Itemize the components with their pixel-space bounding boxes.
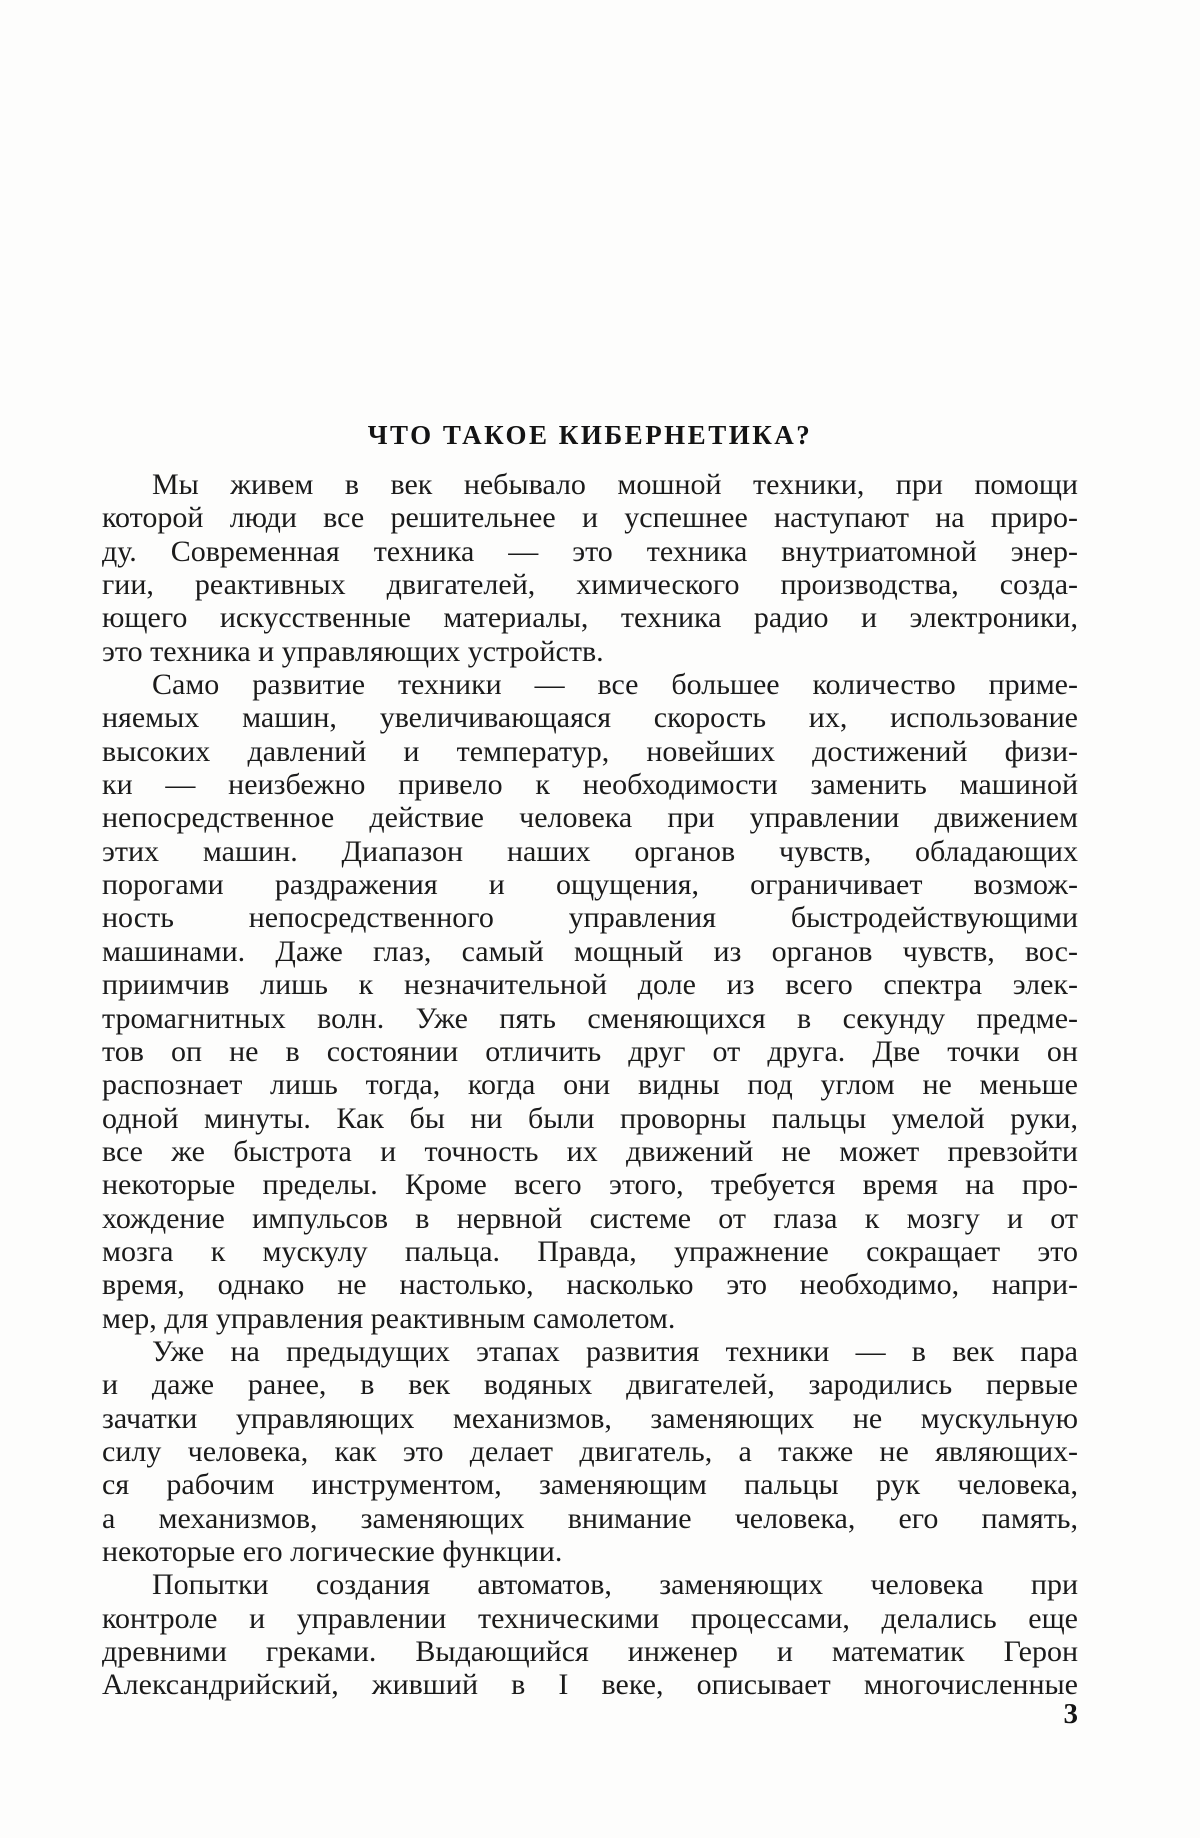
text-line: приимчив лишь к незначительной доле из всего спектра элек- [102, 968, 1078, 1002]
text-line: тов оп не в состоянии отличить друг от друга. Две точки он [102, 1034, 1078, 1068]
text-line: распознает лишь тогда, когда они видны под углом не меньше [102, 1068, 1078, 1102]
text-line: порогами раздражения и ощущения, ограничивает возмож- [102, 868, 1078, 902]
text-line: машинами. Даже глаз, самый мощный из органов чувств, вос- [102, 934, 1078, 968]
text-line: и даже ранее, в век водяных двигателей, зародились первые [102, 1368, 1078, 1402]
text-line: Александрийский, живший в I веке, описывает многочисленные [102, 1668, 1078, 1702]
text-line: это техника и управляющих устройств. [102, 634, 604, 668]
text-line: гии, реактивных двигателей, химического производства, созда- [102, 568, 1078, 602]
text-line: ность непосредственного управления быстродействующими [102, 901, 1078, 935]
text-line: некоторые пределы. Кроме всего этого, требуется время на про- [102, 1168, 1078, 1202]
text-line: которой люди все решительнее и успешнее наступают на приро- [102, 501, 1078, 535]
text-line: высоких давлений и температур, новейших достижений физи- [102, 734, 1078, 768]
text-line: зачатки управляющих механизмов, заменяющих не мускульную [102, 1401, 1078, 1435]
text-line: контроле и управлении техническими процессами, делались еще [102, 1601, 1078, 1635]
text-line: Мы живем в век небывало мошной техники, при помощи [152, 468, 1078, 501]
text-line: хождение импульсов в нервной системе от глаза к мозгу и от [102, 1201, 1078, 1235]
text-line: все же быстрота и точность их движений не может превзойти [102, 1134, 1078, 1168]
text-line: Попытки создания автоматов, заменяющих человека при [152, 1568, 1078, 1602]
text-line: Уже на предыдущих этапах развития техники — в век пара [152, 1334, 1078, 1368]
text-line: няемых машин, увеличивающаяся скорость их, использование [102, 701, 1078, 735]
page-number: 3 [1063, 1698, 1078, 1730]
text-line: некоторые его логические функции. [102, 1535, 563, 1568]
page-title: ЧТО ТАКОЕ КИБЕРНЕТИКА? [367, 420, 813, 450]
text-line: мер, для управления реактивным самолетом. [102, 1301, 676, 1335]
text-line: древними греками. Выдающийся инженер и математик Герон [102, 1635, 1078, 1669]
text-line: мозга к мускулу пальца. Правда, упражнение сокращает это [102, 1234, 1078, 1268]
text-line: ющего искусственные материалы, техника радио и электроники, [102, 601, 1078, 635]
text-line: тромагнитных волн. Уже пять сменяющихся в секунду предме- [102, 1001, 1078, 1035]
text-line: ду. Современная техника — это техника внутриатомной энер- [102, 534, 1078, 568]
text-line: ки — неизбежно привело к необходимости заменить машиной [102, 768, 1078, 802]
text-line: силу человека, как это делает двигатель, а также не являющих- [102, 1434, 1078, 1468]
text-line: время, однако не настолько, насколько это необходимо, напри- [102, 1268, 1078, 1302]
body-text [102, 468, 1078, 1702]
text-line: Само развитие техники — все большее количество приме- [152, 668, 1078, 702]
text-line: одной минуты. Как бы ни были проворны пальцы умелой руки, [102, 1101, 1078, 1135]
text-line: непосредственное действие человека при управлении движением [102, 801, 1078, 835]
text-line: а механизмов, заменяющих внимание человека, его память, [102, 1501, 1078, 1535]
text-line: этих машин. Диапазон наших органов чувств, обладающих [102, 834, 1078, 868]
text-line: ся рабочим инструментом, заменяющим пальцы рук человека, [102, 1468, 1078, 1502]
